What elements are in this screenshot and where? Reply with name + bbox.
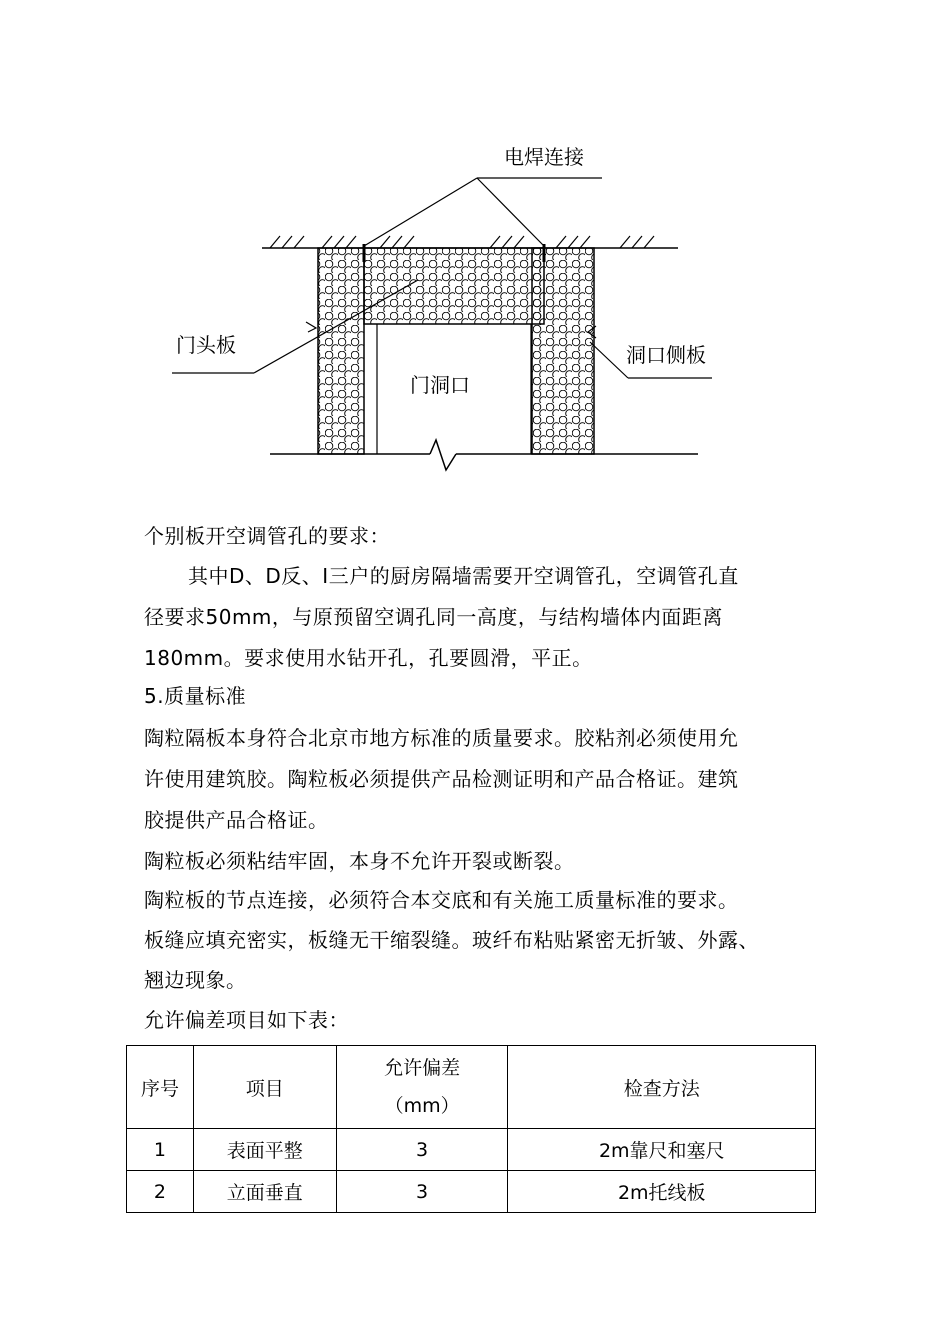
- left-side-panel: [318, 248, 364, 454]
- cell-item: 表面平整: [193, 1129, 336, 1171]
- para-quality-4b: 翘边现象。: [144, 968, 247, 992]
- para-ac-hole-2: 径要求50mm，与原预留空调孔同一高度，与结构墙体内面距离: [144, 605, 723, 629]
- cell-deviation: 3: [336, 1171, 508, 1213]
- cell-method: 2m靠尺和塞尺: [508, 1129, 816, 1171]
- opening-label: 门洞口: [410, 373, 470, 397]
- para-quality-3: 陶粒板的节点连接，必须符合本交底和有关施工质量标准的要求。: [144, 888, 739, 912]
- lintel-panel: [364, 248, 544, 324]
- slab-hatch: [270, 236, 654, 248]
- cell-method: 2m托线板: [508, 1171, 816, 1213]
- header-no: 序号: [127, 1046, 194, 1129]
- door-opening-diagram: [0, 0, 950, 500]
- para-quality-2: 陶粒板必须粘结牢固，本身不允许开裂或断裂。: [144, 849, 575, 873]
- table-row: [127, 1129, 816, 1171]
- header-deviation-line1: 允许偏差: [384, 1057, 461, 1079]
- header-deviation-line2: （mm）: [384, 1095, 460, 1117]
- cell-item: 立面垂直: [193, 1171, 336, 1213]
- para-quality-1a: 陶粒隔板本身符合北京市地方标准的质量要求。胶粘剂必须使用允: [144, 726, 739, 750]
- header-item: 项目: [193, 1046, 336, 1129]
- para-quality-1c: 胶提供产品合格证。: [144, 808, 329, 832]
- table-intro: 允许偏差项目如下表：: [144, 1008, 349, 1032]
- header-deviation: [336, 1046, 508, 1129]
- deviation-table: [126, 1045, 816, 1213]
- lintel-label: 门头板: [176, 333, 236, 357]
- header-method: 检查方法: [508, 1046, 816, 1129]
- table-row: [127, 1171, 816, 1213]
- para-quality-1b: 许使用建筑胶。陶粒板必须提供产品检测证明和产品合格证。建筑: [144, 767, 739, 791]
- heading-quality: 5.质量标准: [144, 684, 247, 708]
- cell-no: 2: [127, 1171, 194, 1213]
- table-header-row: [127, 1046, 816, 1129]
- para-ac-hole-3: 180mm。要求使用水钻开孔，孔要圆滑，平正。: [144, 646, 593, 670]
- cell-no: 1: [127, 1129, 194, 1171]
- heading-ac-hole: 个别板开空调管孔的要求：: [144, 524, 390, 548]
- cell-deviation: 3: [336, 1129, 508, 1171]
- para-quality-4a: 板缝应填充密实，板缝无干缩裂缝。玻纤布粘贴紧密无折皱、外露、: [144, 928, 759, 952]
- para-ac-hole-1: 其中D、D反、Ⅰ三户的厨房隔墙需要开空调管孔，空调管孔直: [188, 564, 739, 588]
- side-panel-label: 洞口侧板: [626, 343, 706, 367]
- weld-label: 电焊连接: [504, 145, 584, 169]
